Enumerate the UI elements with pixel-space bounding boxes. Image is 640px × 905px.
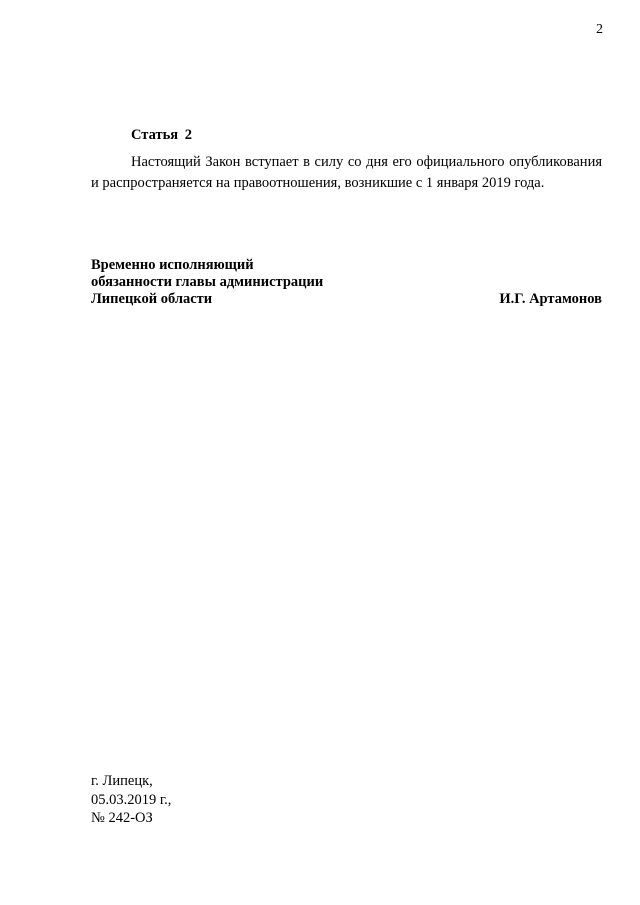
article-heading: Статья 2 bbox=[131, 127, 192, 143]
footer-city: г. Липецк, bbox=[91, 773, 153, 789]
signature-title-line-2: обязанности главы администрации bbox=[91, 274, 324, 290]
footer-date: 05.03.2019 г., bbox=[91, 791, 172, 808]
article-body: Настоящий Закон вступает в силу со дня его официального опубликования и распространяется на правоотношения, возникшие с 1 января 2019 года. bbox=[91, 154, 602, 191]
signature-title-line-3: Липецкой области bbox=[91, 291, 213, 307]
signatory-name: И.Г. Артамонов bbox=[499, 291, 602, 307]
page-number: 2 bbox=[596, 22, 603, 37]
signature-title-row bbox=[91, 291, 602, 308]
signature-block bbox=[91, 257, 602, 308]
footer-law-number: № 242-ОЗ bbox=[91, 810, 153, 826]
document-footer bbox=[91, 772, 171, 828]
signature-title-line-1: Временно исполняющий bbox=[91, 257, 254, 273]
